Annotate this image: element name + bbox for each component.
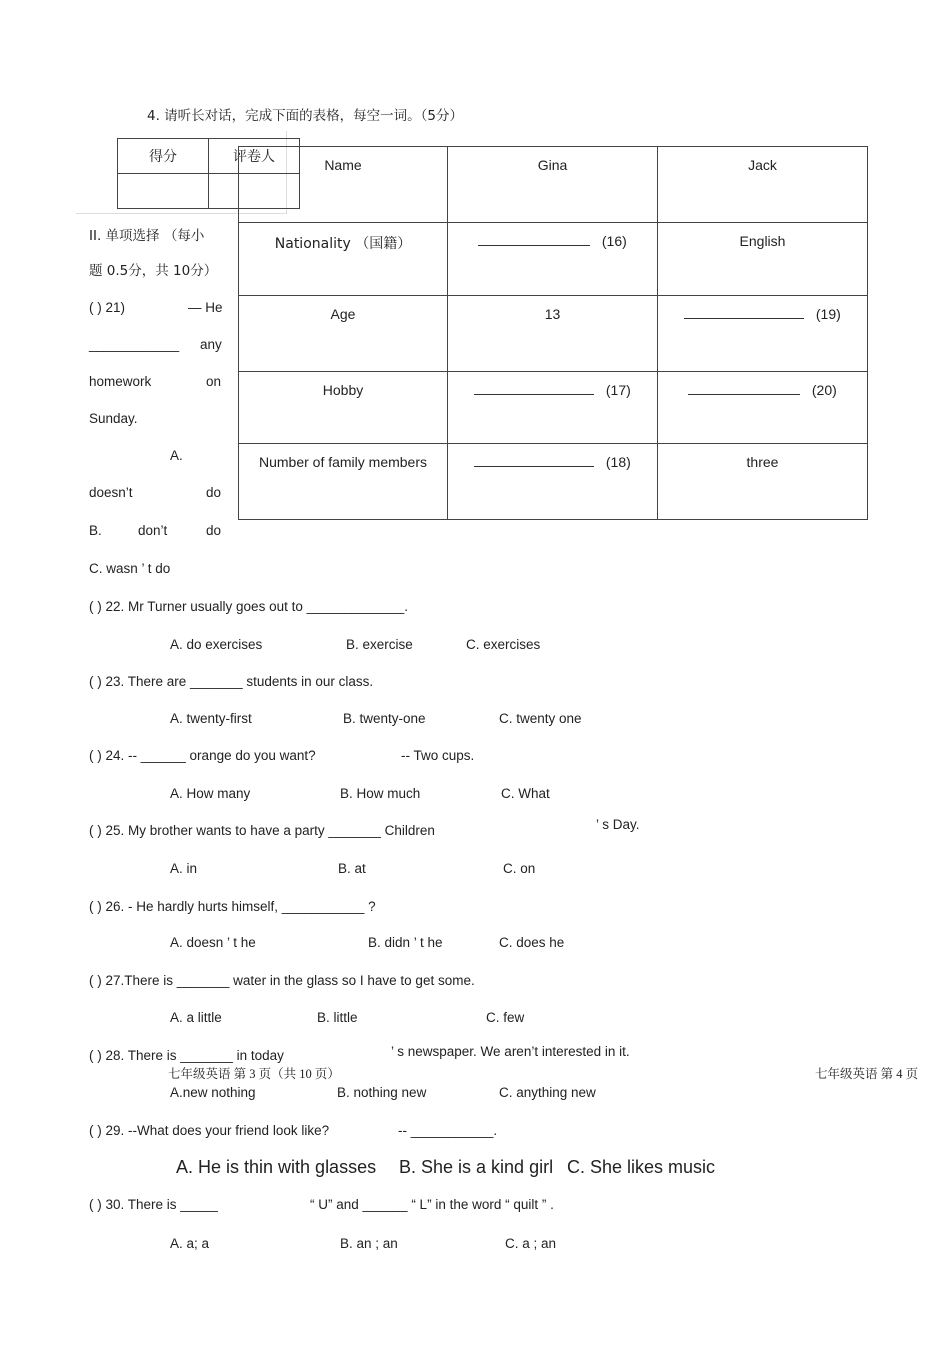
q22-option-a[interactable]: A. do exercises — [170, 637, 263, 652]
footer-page-right: 七年级英语 第 4 页 — [815, 1067, 919, 1081]
footer-page-left: 七年级英语 第 3 页（共 10 页） — [168, 1067, 340, 1081]
cell-jack-family: three — [657, 444, 867, 520]
q24-option-a[interactable]: A. How many — [170, 786, 251, 801]
listening-table — [238, 146, 868, 520]
cell-gina-family[interactable]: (18) — [448, 444, 658, 520]
q28-option-a[interactable]: A.new nothing — [170, 1085, 256, 1100]
q30-option-a[interactable]: A. a; a — [170, 1236, 210, 1251]
q25-option-b[interactable]: B. at — [338, 861, 366, 876]
q21-option-b-label: B. — [89, 523, 102, 538]
q26-option-c[interactable]: C. does he — [499, 935, 565, 950]
q29-option-c[interactable]: C. She likes music — [567, 1157, 716, 1177]
q22-stem: ( ) 22. Mr Turner usually goes out to _____________. — [89, 599, 408, 614]
header-jack: Jack — [657, 147, 867, 223]
score-label: 得分 — [118, 139, 209, 174]
q27-stem: ( ) 27.There is _______ water in the glass so I have to get some. — [89, 973, 475, 988]
q28-option-c[interactable]: C. anything new — [499, 1085, 596, 1100]
row-label-hobby: Hobby — [239, 372, 448, 444]
section4-instruction: 4. 请听长对话，完成下面的表格，每空一词。（5分） — [147, 108, 464, 124]
q23-option-b[interactable]: B. twenty-one — [343, 711, 426, 726]
q21-blank: ____________ — [89, 337, 180, 352]
header-gina: Gina — [448, 147, 658, 223]
section2-title-line2: 题 0.5分，共 10分） — [89, 263, 218, 279]
q21-text-he: — He — [188, 300, 223, 315]
table-row-header — [239, 147, 868, 223]
row-label-nationality: Nationality （国籍） — [239, 223, 448, 296]
q21-text-any: any — [200, 337, 222, 352]
table-row-age — [239, 296, 868, 372]
row-label-age: Age — [239, 296, 448, 372]
q30-option-b[interactable]: B. an ; an — [340, 1236, 398, 1251]
q23-option-c[interactable]: C. twenty one — [499, 711, 582, 726]
q27-option-c[interactable]: C. few — [486, 1010, 525, 1025]
q21-paren: ( ) 21) — [89, 300, 126, 315]
q26-stem: ( ) 26. - He hardly hurts himself, ___________ ? — [89, 899, 376, 914]
q27-option-a[interactable]: A. a little — [170, 1010, 222, 1025]
q29-option-a[interactable]: A. He is thin with glasses — [176, 1157, 377, 1177]
q23-stem: ( ) 23. There are _______ students in our class. — [89, 674, 374, 689]
q21-option-b-word2[interactable]: do — [206, 523, 222, 538]
cell-jack-hobby[interactable]: (20) — [657, 372, 867, 444]
q30-option-c[interactable]: C. a ; an — [505, 1236, 557, 1251]
q26-option-a[interactable]: A. doesn ’ t he — [170, 935, 256, 950]
q23-option-a[interactable]: A. twenty-first — [170, 711, 252, 726]
table-row-hobby — [239, 372, 868, 444]
q25-option-a[interactable]: A. in — [170, 861, 198, 876]
q24-stem-tail: -- Two cups. — [401, 748, 475, 763]
q30-stem-tail: “ U” and ______ “ L” in the word “ quilt ” . — [310, 1197, 554, 1212]
q24-stem: ( ) 24. -- ______ orange do you want? — [89, 748, 316, 763]
q29-stem: ( ) 29. --What does your friend look like? — [89, 1123, 330, 1138]
header-name: Name — [239, 147, 448, 223]
cell-gina-nationality[interactable]: (16) — [448, 223, 658, 296]
q21-option-a-word1[interactable]: doesn’t — [89, 485, 133, 500]
q28-option-b[interactable]: B. nothing new — [337, 1085, 427, 1100]
q25-stem-tail: ’ s Day. — [596, 817, 640, 832]
cell-jack-nationality: English — [657, 223, 867, 296]
table-row-nationality — [239, 223, 868, 296]
q22-option-c[interactable]: C. exercises — [466, 637, 541, 652]
q21-text-homework: homework — [89, 374, 152, 389]
score-cell[interactable] — [118, 174, 209, 209]
q29-option-b[interactable]: B. She is a kind girl — [399, 1157, 554, 1177]
q21-option-b-word1[interactable]: don’t — [138, 523, 168, 538]
q21-text-on: on — [206, 374, 222, 389]
q25-stem: ( ) 25. My brother wants to have a party _______ Children — [89, 823, 435, 838]
table-row-family — [239, 444, 868, 520]
q22-option-b[interactable]: B. exercise — [346, 637, 413, 652]
q25-option-c[interactable]: C. on — [503, 861, 536, 876]
q21-option-a-label: A. — [170, 448, 183, 463]
q21-option-a-word2[interactable]: do — [206, 485, 222, 500]
q29-stem-tail: -- ___________. — [398, 1123, 498, 1138]
q30-stem: ( ) 30. There is _____ — [89, 1197, 218, 1212]
q27-option-b[interactable]: B. little — [317, 1010, 358, 1025]
q24-option-c[interactable]: C. What — [501, 786, 550, 801]
section2-title-line1: II. 单项选择 （每小 — [89, 228, 205, 244]
cell-jack-age[interactable]: (19) — [657, 296, 867, 372]
q21-option-c[interactable]: C. wasn ’ t do — [89, 561, 171, 576]
q28-stem: ( ) 28. There is _______ in today — [89, 1048, 284, 1063]
cell-gina-age: 13 — [448, 296, 658, 372]
q26-option-b[interactable]: B. didn ’ t he — [368, 935, 443, 950]
q24-option-b[interactable]: B. How much — [340, 786, 421, 801]
grader-label: 评卷人 — [209, 139, 300, 174]
cell-gina-hobby[interactable]: (17) — [448, 372, 658, 444]
row-label-family: Number of family members — [239, 444, 448, 520]
q21-text-sunday: Sunday. — [89, 411, 138, 426]
q28-stem-tail: ’ s newspaper. We aren’t interested in it. — [391, 1044, 630, 1059]
